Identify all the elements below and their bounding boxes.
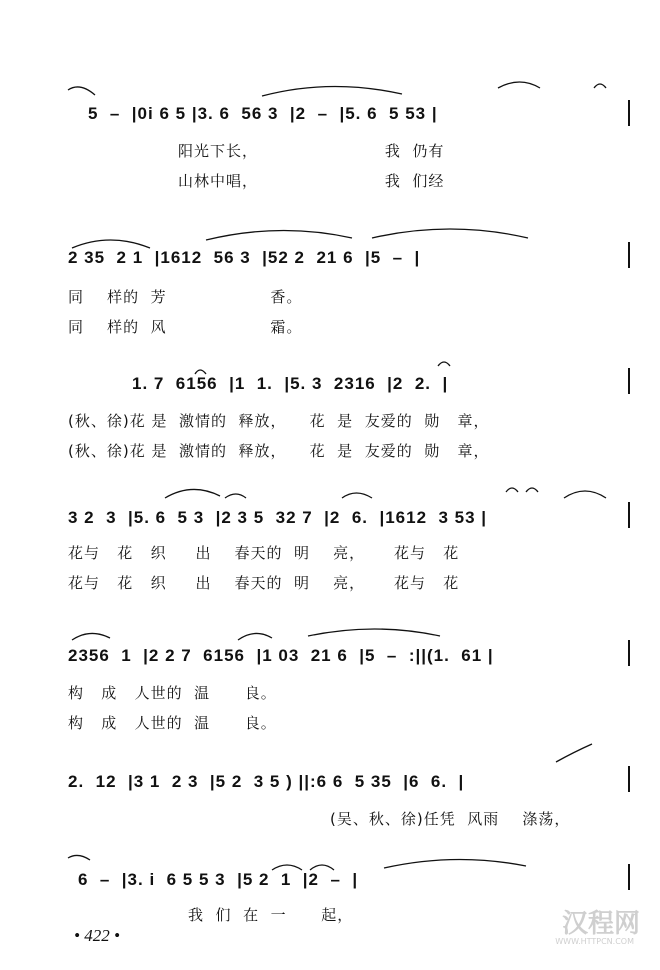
barline <box>628 640 630 666</box>
notation-line: 2. 12 |3 1 2 3 |5 2 3 5 ) ||:6 6 5 35 |6 6. | <box>68 772 465 791</box>
barline <box>628 100 630 126</box>
barline <box>628 864 630 890</box>
watermark-url: WWW.HTTPCN.COM <box>555 937 634 946</box>
barline <box>628 766 630 792</box>
lyric-line: 花与 花 织 出 春天的 明 亮， 花与 花 <box>68 574 460 592</box>
barline <box>628 502 630 528</box>
lyric-line: 构 成 人世的 温 良。 <box>68 684 277 702</box>
lyric-line: (秋、徐)花 是 激情的 释放， 花 是 友爱的 勋 章， <box>68 412 490 430</box>
lyric-line: (秋、徐)花 是 激情的 释放， 花 是 友爱的 勋 章， <box>68 442 490 460</box>
barline <box>628 368 630 394</box>
lyric-line: 同 样的 芳 香。 <box>68 288 303 306</box>
notation-line: 2356 1 |2 2 7 6156 |1 03 21 6 |5 – :||(1. 61 | <box>68 646 494 665</box>
notation-line: 1. 7 6156 |1 1. |5. 3 2316 |2 2. | <box>132 374 449 393</box>
lyric-line: 山林中唱， 我 们经 <box>178 172 445 190</box>
page-number: • 422 • <box>74 926 120 945</box>
lyric-line: 阳光下长， 我 仍有 <box>178 142 445 160</box>
barline <box>628 242 630 268</box>
lyric-line: 同 样的 风 霜。 <box>68 318 303 336</box>
notation-line: 6 – |3. i 6 5 5 3 |5 2 1 |2 – | <box>78 870 359 889</box>
lyric-line: 我 们 在 一 起， <box>188 906 354 924</box>
lyric-line: 构 成 人世的 温 良。 <box>68 714 277 732</box>
notation-line: 2 35 2 1 |1612 56 3 |52 2 21 6 |5 – | <box>68 248 421 267</box>
lyric-line: (吴、秋、徐)任凭 风雨 涤荡， <box>330 810 571 828</box>
watermark-logo: 汉程网 <box>561 909 640 939</box>
notation-line: 5 – |0i 6 5 |3. 6 56 3 |2 – |5. 6 5 53 | <box>88 104 438 123</box>
lyric-line: 花与 花 织 出 春天的 明 亮， 花与 花 <box>68 544 460 562</box>
notation-line: 3 2 3 |5. 6 5 3 |2 3 5 32 7 |2 6. |1612 3 53 | <box>68 508 488 527</box>
